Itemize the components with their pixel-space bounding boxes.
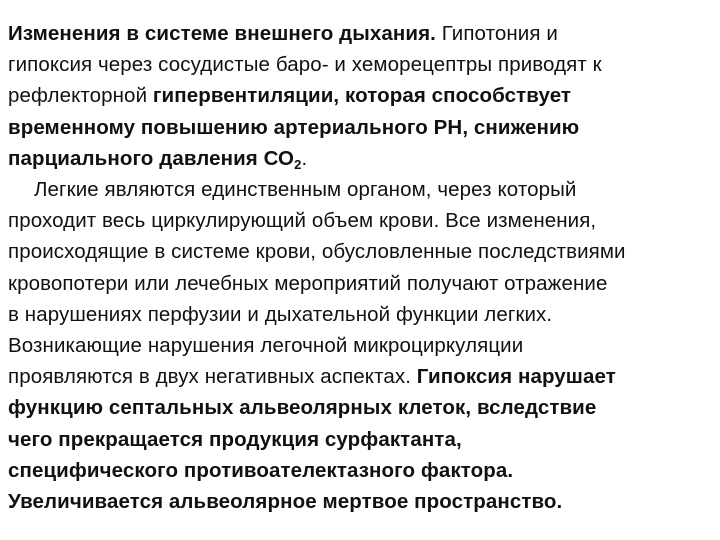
text-line [8,143,714,174]
text-line: гипоксия через сосудистые баро- и хеморецептры приводят к [8,53,602,77]
text-line: Возникающие нарушения легочной микроциркуляции [8,334,524,358]
text-line: проходит весь циркулирующий объем крови. Все изменения, [8,209,597,233]
text-line-bold: чего прекращается продукция сурфактанта, [8,427,462,451]
text-line: кровопотери или лечебных мероприятий получают отражение [8,271,608,295]
text-line [8,18,714,49]
text-run-bold: Гипоксия нарушает [416,365,616,389]
text-line [8,80,714,111]
text-run: . [301,146,308,170]
text-run-bold: гипервентиляции, которая способствует [152,84,572,108]
subscript: 2 [294,156,302,172]
text-run: Гипотония и [435,22,558,45]
section-heading: Изменения в системе внешнего дыхания. [8,22,436,45]
text-run: проявляются в двух негативных аспектах. [8,365,417,389]
text-line-bold: временному повышению артериального РН, снижению [8,115,580,139]
text-run-bold: парциального давления СО [8,146,295,170]
text-line [8,361,714,392]
text-line: происходящие в системе крови, обусловленные последствиями [8,240,626,264]
text-run: рефлекторной [8,84,153,108]
slide-text [8,18,714,517]
text-line-bold: функцию септальных альвеолярных клеток, вследствие [8,396,597,420]
text-line-bold: Увеличивается альвеолярное мертвое пространство. [8,490,563,514]
text-line-bold: специфического противоателектазного фактора. [8,458,514,482]
text-line: Легкие являются единственным органом, через который [34,178,577,202]
text-line: в нарушениях перфузии и дыхательной функции легких. [8,302,553,326]
